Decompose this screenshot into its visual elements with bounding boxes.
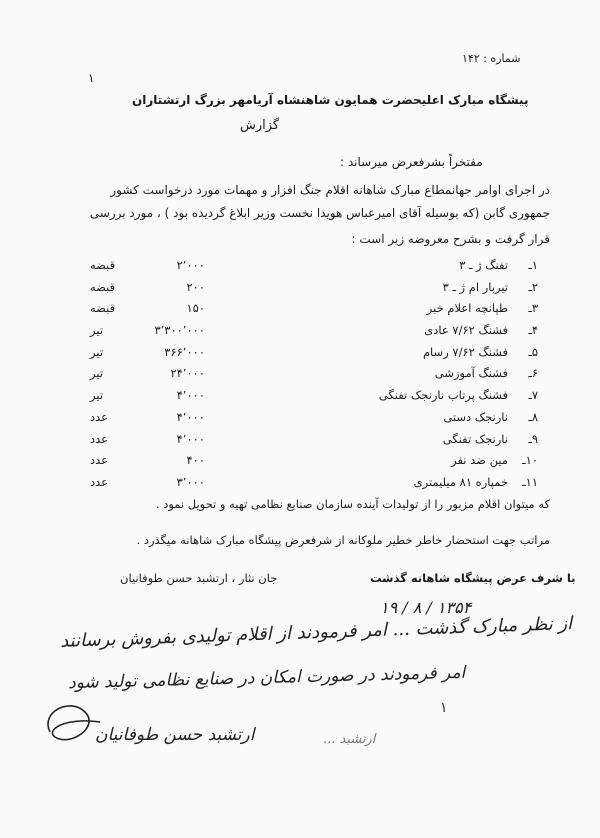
list-item [70, 366, 538, 388]
item-name: نارنجک تفنگی [442, 431, 508, 446]
item-quantity: ۴۰۰ [186, 453, 205, 468]
item-unit: قبضه [90, 301, 116, 316]
item-quantity: ۲٬۰۰۰ [176, 258, 205, 272]
item-number: ۷ـ [528, 388, 538, 403]
item-name: فشنگ آموزشی [434, 366, 508, 381]
list-item [70, 475, 538, 497]
item-quantity: ۳۶۶٬۰۰۰ [164, 344, 205, 359]
closing-line: مراتب جهت استحضار خاطر خطیر ملوکانه از شرفعرض پیشگاه مبارک شاهانه میگذرد . [136, 533, 550, 547]
item-quantity: ۲۰۰ [186, 279, 205, 294]
item-number: ۴ـ [528, 323, 538, 338]
item-number: ۵ـ [528, 344, 538, 359]
signature-line: جان نثار ، ارتشبد حسن طوفانیان [120, 571, 278, 585]
addressee-line: پیشگاه مبارک اعلیحضرت همایون شاهنشاه آریامهر بزرگ ارتشتاران [132, 93, 529, 107]
document-number: شماره : ۱۴۲ [462, 52, 521, 65]
item-unit: قبضه [90, 258, 116, 272]
item-number: ۱۱ـ [522, 474, 538, 489]
report-title: گزارش [240, 118, 280, 133]
items-list [70, 258, 538, 497]
handwritten-signature: ارتشبد حسن طوفانیان [95, 725, 255, 745]
item-number: ۹ـ [528, 431, 538, 446]
handwritten-line-2: امر فرمودند در صورت امکان در صنایع نظامی تولید شود [67, 662, 466, 694]
paragraph-line-3: قرار گرفت و بشرح معروضه زیر است : [351, 232, 550, 246]
item-quantity: ۴٬۰۰۰ [176, 409, 205, 424]
item-unit: تیر [90, 388, 104, 403]
item-quantity: ۱۵۰ [186, 301, 205, 316]
item-number: ۱ـ [528, 258, 538, 272]
item-quantity: ۴٬۰۰۰ [176, 431, 205, 446]
item-unit: عدد [90, 409, 109, 424]
salutation: مفتخراً بشرفعرض میرساند : [340, 155, 483, 169]
item-name: فشنگ ۷/۶۲ رسام [422, 344, 508, 359]
list-item [70, 388, 538, 410]
item-name: فشنگ ۷/۶۲ عادی [424, 323, 508, 338]
faint-handwriting: ارتشبد ... [323, 732, 376, 747]
list-item [70, 453, 538, 475]
item-quantity: ۴٬۰۰۰ [176, 388, 205, 403]
page-mark: ۱ [88, 71, 95, 85]
item-unit: قبضه [90, 279, 116, 294]
item-name: طپانچه اعلام خبر [426, 301, 508, 316]
item-name: تیربار ام ژ ـ ۳ [442, 279, 508, 294]
item-quantity: ۲۴٬۰۰۰ [170, 366, 205, 381]
item-quantity: ۳٬۳۰۰٬۰۰۰ [154, 323, 205, 338]
item-unit: تیر [90, 344, 104, 359]
list-item [70, 280, 538, 302]
item-number: ۸ـ [528, 409, 538, 424]
signature-flourish-icon [40, 692, 110, 752]
item-unit: عدد [90, 453, 109, 468]
item-number: ۲ـ [528, 279, 538, 294]
item-name: خمپاره ۸۱ میلیمتری [413, 474, 508, 489]
handwritten-line-1: از نظر مبارک گذشت ... امر فرمودند از اقلام تولیدی بفروش برسانند [59, 613, 573, 652]
item-unit: تیر [90, 323, 104, 338]
paragraph-line-2: جمهوری گابن (که بوسیله آقای امیرعباس هویدا نخست وزیر ابلاغ گردیده بود ) ، مورد بررسی [89, 206, 550, 220]
margin-mark: ١ [440, 700, 448, 716]
list-item [70, 258, 538, 280]
item-number: ۱۰ـ [522, 453, 538, 468]
item-name: تفنگ ژ ـ ۳ [459, 258, 508, 272]
list-item [70, 301, 538, 323]
list-item [70, 323, 538, 345]
paragraph-line-1: در اجرای اوامر جهانمطاع مبارک شاهانه اقلام جنگ افزار و مهمات مورد درخواست کشور [110, 183, 550, 197]
item-unit: عدد [90, 474, 109, 489]
note-line: که میتوان اقلام مزبور را از تولیدات آینده سازمان صنایع نظامی تهیه و تحویل نمود . [155, 497, 550, 511]
handwritten-date: ۱۹ / ۸ / ۱۳۵۴ [380, 598, 472, 617]
list-item [70, 410, 538, 432]
item-name: مین ضد نفر [451, 453, 508, 468]
item-unit: عدد [90, 431, 109, 446]
list-item [70, 345, 538, 367]
item-name: نارنجک دستی [443, 409, 508, 424]
item-quantity: ۳٬۰۰۰ [176, 474, 205, 489]
item-unit: تیر [90, 366, 104, 381]
item-name: فشنگ پرتاب نارنجک تفنگی [378, 388, 508, 403]
list-item [70, 432, 538, 454]
presented-note: با شرف عرض پیشگاه شاهانه گذشت [370, 571, 576, 585]
item-number: ۳ـ [528, 301, 538, 316]
item-number: ۶ـ [528, 366, 538, 381]
